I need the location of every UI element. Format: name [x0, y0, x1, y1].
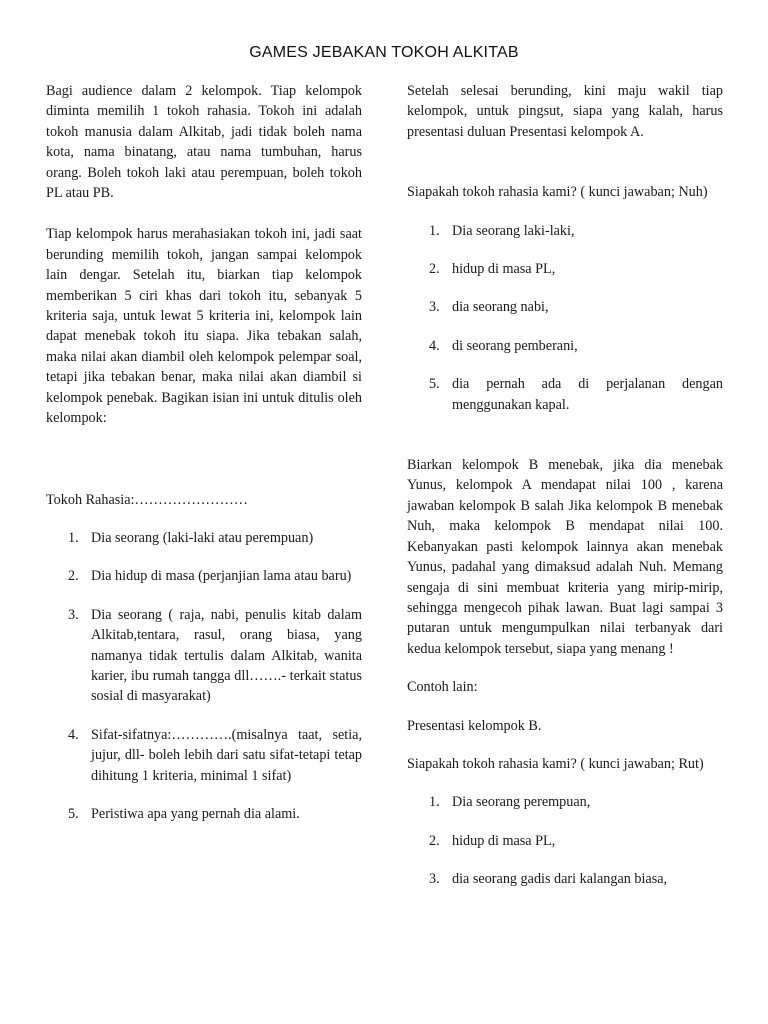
left-column [46, 81, 362, 842]
list-text: Dia seorang ( raja, nabi, penulis kitab dalam Alkitab,tentara, rasul, orang biasa, yang namanya tidak tertulis dalam Alkitab, wanita karier, ibu rumah tangga dll…….- terkait status sosial di masyarakat) [91, 606, 362, 705]
criteria-list [46, 528, 362, 824]
right-intro-paragraph: Setelah selesai berunding, kini maju wakil tiap kelompok, untuk pingsut, siapa yang kalah, harus presentasi duluan Presentasi kelompok A. [407, 83, 723, 140]
clue-item [407, 259, 723, 279]
tokoh-rahasia-label: Tokoh Rahasia:…………………… [46, 491, 248, 508]
list-number: 4. [68, 726, 79, 743]
clue-item [407, 792, 723, 812]
list-text: dia seorang nabi, [452, 299, 549, 316]
question-a: Siapakah tokoh rahasia kami? ( kunci jawaban; Nuh) [407, 184, 708, 201]
list-text: hidup di masa PL, [452, 261, 556, 278]
explanation-paragraph: Biarkan kelompok B menebak, jika dia menebak Yunus, kelompok A mendapat nilai 100 , karena jawaban kelompok B salah Jika kelompok B menebak Nuh, maka kelompok B mendapat nilai 100. Kebanyakan pasti kelompok lainnya akan menebak Yunus, padahal yang dimaksud adalah Nuh. Memang sengaja di sini membuat kriteria yang mirip-mirip, sehingga mengecoh pihak lawan. Buat lagi sampai 3 putaran untuk mengumpulkan nilai terbanyak dari kedua kelompok tersebut, siapa yang menang ! [407, 457, 723, 657]
contoh-lain-label: Contoh lain: [407, 679, 478, 696]
list-text: Sifat-sifatnya:………….(misalnya taat, setia, jujur, dll- boleh lebih dari satu sifat-tetapi tetap dihitung 1 kriteria, minimal 1 sifat) [91, 726, 362, 784]
list-number: 4. [429, 337, 440, 354]
list-number: 2. [68, 568, 79, 585]
list-text: Peristiwa apa yang pernah dia alami. [91, 805, 300, 822]
list-number: 5. [68, 805, 79, 822]
list-text: Dia hidup di masa (perjanjian lama atau baru) [91, 568, 352, 585]
list-number: 1. [429, 222, 440, 239]
criteria-item [46, 566, 362, 586]
criteria-item [46, 725, 362, 786]
list-text: di seorang pemberani, [452, 337, 578, 354]
clue-item [407, 336, 723, 356]
list-text: Dia seorang (laki-laki atau perempuan) [91, 529, 314, 546]
clue-item [407, 374, 723, 415]
list-number: 3. [68, 606, 79, 623]
list-number: 3. [429, 871, 440, 888]
list-text: dia seorang gadis dari kalangan biasa, [452, 871, 668, 888]
list-text: dia pernah ada di perjalanan dengan menggunakan kapal. [452, 376, 723, 413]
page-title: GAMES JEBAKAN TOKOH ALKITAB [249, 44, 519, 61]
clues-b-list [407, 792, 723, 889]
list-number: 3. [429, 299, 440, 316]
question-b: Siapakah tokoh rahasia kami? ( kunci jawaban; Rut) [407, 755, 704, 772]
list-text: Dia seorang laki-laki, [452, 222, 575, 239]
criteria-item [46, 528, 362, 548]
presentasi-b-label: Presentasi kelompok B. [407, 717, 542, 734]
list-text: hidup di masa PL, [452, 832, 556, 849]
right-column [407, 81, 723, 908]
clue-item [407, 869, 723, 889]
rules-paragraph: Tiap kelompok harus merahasiakan tokoh ini, jadi saat berunding memilih tokoh, jangan sampai kelompok lain dengar. Setelah itu, biarkan tiap kelompok memberikan 5 ciri khas dari tokoh itu, sebanyak 5 kriteria saja, untuk lewat 5 kriteria ini, kelompok lain dapat menebak tokoh itu siapa. Jika tebakan salah, maka nilai akan diambil oleh kelompok pelempar soal, tetapi jika tebakan benar, maka nilai akan diambil si kelompok penebak. Bagikan isian ini untuk ditulis oleh kelompok: [46, 226, 362, 427]
list-number: 2. [429, 832, 440, 849]
list-text: Dia seorang perempuan, [452, 794, 591, 811]
list-number: 5. [429, 376, 440, 393]
list-number: 1. [68, 529, 79, 546]
clue-item [407, 221, 723, 241]
clue-item [407, 831, 723, 851]
clues-a-list [407, 221, 723, 415]
list-number: 2. [429, 261, 440, 278]
clue-item [407, 297, 723, 317]
list-number: 1. [429, 794, 440, 811]
criteria-item [46, 804, 362, 824]
intro-paragraph: Bagi audience dalam 2 kelompok. Tiap kelompok diminta memilih 1 tokoh rahasia. Tokoh ini adalah tokoh manusia dalam Alkitab, jadi tidak boleh nama kota, nama binatang, atau nama tumbuhan, harus orang. Boleh tokoh laki atau perempuan, boleh tokoh PL atau PB. [46, 83, 362, 202]
criteria-item [46, 605, 362, 707]
